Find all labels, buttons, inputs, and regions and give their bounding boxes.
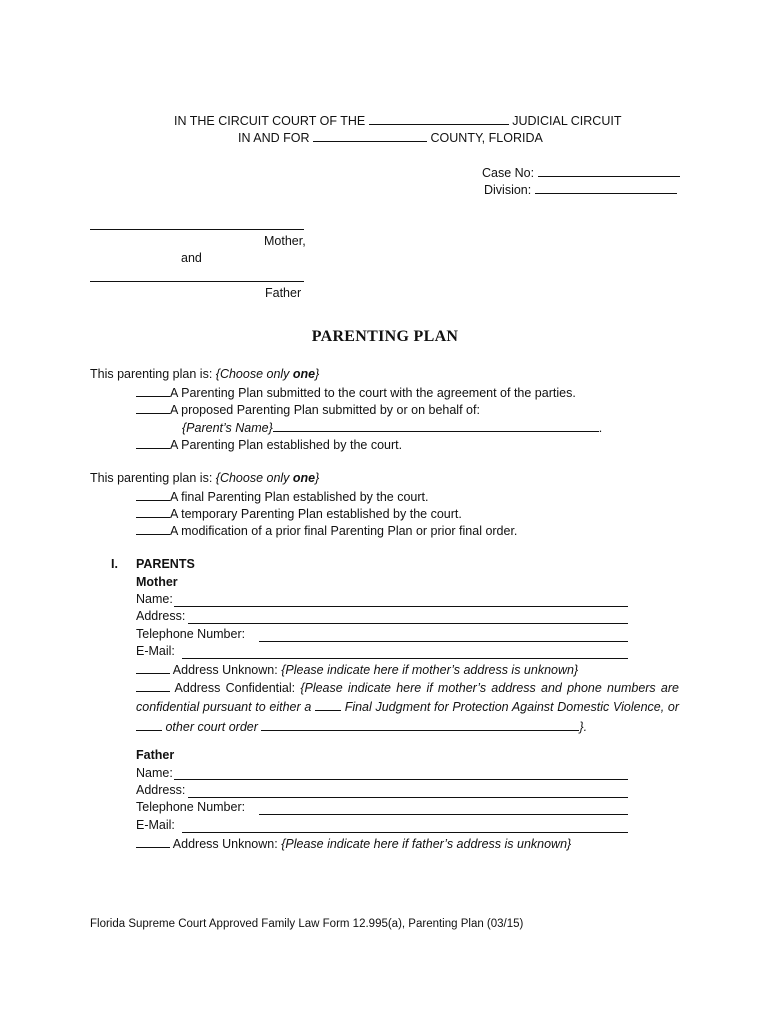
father-label: Father xyxy=(265,286,302,300)
mother-address-confidential xyxy=(136,678,679,736)
mother-address-field[interactable] xyxy=(188,623,628,624)
other-order-detail-blank[interactable] xyxy=(261,717,579,731)
court-prefix: IN THE CIRCUIT COURT OF THE xyxy=(174,114,366,128)
unknown-label: Address Unknown: xyxy=(172,663,278,677)
confidential-label: Address Confidential: xyxy=(174,681,296,695)
father-email-label: E-Mail: xyxy=(136,818,175,832)
mother-name-field[interactable] xyxy=(174,606,628,607)
mother-address-unknown xyxy=(136,660,578,679)
father-name-label: Name: xyxy=(136,766,173,780)
plan-type-intro-a xyxy=(90,366,319,383)
one-text: one xyxy=(292,367,316,381)
father-phone-label: Telephone Number: xyxy=(136,800,246,814)
option-text: A Parenting Plan established by the court. xyxy=(170,438,403,452)
option-text: A temporary Parenting Plan established by the court. xyxy=(170,507,462,521)
checkbox-blank[interactable] xyxy=(136,521,170,535)
close-brace: } xyxy=(315,471,320,485)
division-label: Division: xyxy=(484,183,532,197)
circuit-blank[interactable] xyxy=(369,111,509,125)
checkbox-blank[interactable] xyxy=(136,678,170,692)
unknown-note: {Please indicate here if father’s address is unknown} xyxy=(281,837,572,851)
checkbox-blank[interactable] xyxy=(136,400,170,414)
intro-text: This parenting plan is: xyxy=(90,471,216,485)
mother-name-line[interactable] xyxy=(90,229,304,230)
checkbox-blank[interactable] xyxy=(136,834,170,848)
mother-name-label: Name: xyxy=(136,592,173,606)
county-prefix: IN AND FOR xyxy=(238,131,310,145)
checkbox-blank[interactable] xyxy=(136,660,170,674)
father-address-unknown xyxy=(136,834,571,853)
section-numeral: I. xyxy=(111,557,118,571)
parent-name-line: {Parent’s Name} . xyxy=(182,418,602,437)
option-text: A final Parenting Plan established by the court. xyxy=(170,490,429,504)
confidential-close: }. xyxy=(579,719,588,734)
checkbox-blank[interactable] xyxy=(136,383,170,397)
other-order-blank[interactable] xyxy=(136,717,162,731)
confidential-note-2: Final Judgment for Protection Against Domestic Violence, or xyxy=(344,700,679,715)
unknown-label: Address Unknown: xyxy=(172,837,278,851)
father-phone-field[interactable] xyxy=(259,814,628,815)
intro-text: This parenting plan is: xyxy=(90,367,216,381)
father-heading: Father xyxy=(136,748,175,762)
option-a2 xyxy=(136,400,480,419)
page-title: PARENTING PLAN xyxy=(311,328,459,345)
choose-text: {Choose only xyxy=(215,471,293,485)
county-blank[interactable] xyxy=(313,128,427,142)
court-suffix: JUDICIAL CIRCUIT xyxy=(512,114,622,128)
mother-label: Mother, xyxy=(264,234,306,248)
mother-phone-field[interactable] xyxy=(259,641,628,642)
checkbox-blank[interactable] xyxy=(136,487,170,501)
father-name-field[interactable] xyxy=(174,779,628,780)
mother-address-label: Address: xyxy=(136,609,186,623)
checkbox-blank[interactable] xyxy=(136,435,170,449)
unknown-note: {Please indicate here if mother’s address is unknown} xyxy=(281,663,579,677)
option-text: A modification of a prior final Parenting Plan or prior final order. xyxy=(170,524,518,538)
form-footer: Florida Supreme Court Approved Family Law Form 12.995(a), Parenting Plan (03/15) xyxy=(90,918,524,930)
case-no-blank[interactable] xyxy=(538,163,680,177)
father-address-label: Address: xyxy=(136,783,186,797)
mother-heading: Mother xyxy=(136,575,178,589)
plan-type-intro-b xyxy=(90,470,319,487)
division-blank[interactable] xyxy=(535,180,677,194)
option-text: A proposed Parenting Plan submitted by or on behalf of: xyxy=(170,403,480,417)
mother-email-field[interactable] xyxy=(182,658,628,659)
checkbox-blank[interactable] xyxy=(136,504,170,518)
division-line xyxy=(484,180,677,199)
close-brace: } xyxy=(315,367,320,381)
one-text: one xyxy=(292,471,316,485)
section-heading: PARENTS xyxy=(136,557,195,571)
option-b3 xyxy=(136,521,517,540)
dv-judgment-blank[interactable] xyxy=(315,697,341,711)
case-no-label: Case No: xyxy=(482,166,535,180)
father-email-field[interactable] xyxy=(182,832,628,833)
county-suffix: COUNTY, FLORIDA xyxy=(430,131,543,145)
choose-text: {Choose only xyxy=(215,367,293,381)
confidential-note-3: other court order xyxy=(165,719,258,734)
and-label: and xyxy=(181,251,202,265)
confidential-note-1: {Please indicate here if mother’s address and phone numbers are confidential pursuant to either a xyxy=(136,681,679,715)
parent-name-label: {Parent’s Name} xyxy=(182,421,273,435)
mother-email-label: E-Mail: xyxy=(136,644,175,658)
mother-phone-label: Telephone Number: xyxy=(136,627,246,641)
father-address-field[interactable] xyxy=(188,797,628,798)
option-text: A Parenting Plan submitted to the court with the agreement of the parties. xyxy=(170,386,576,400)
father-name-line[interactable] xyxy=(90,281,304,282)
parent-name-blank[interactable] xyxy=(273,418,599,432)
option-a3 xyxy=(136,435,402,454)
county-line xyxy=(238,128,543,147)
